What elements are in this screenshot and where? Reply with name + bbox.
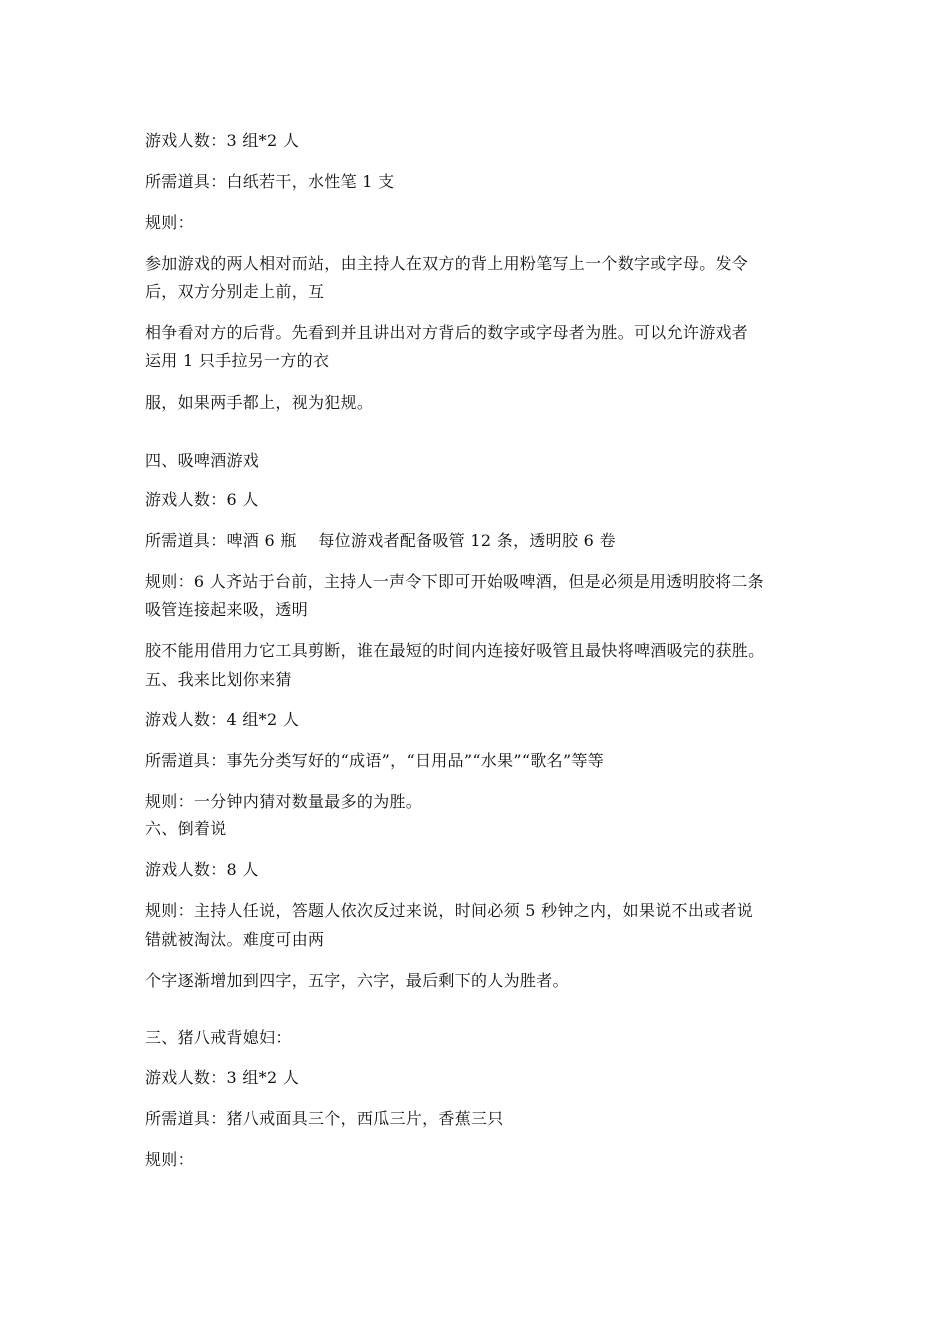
text-line: 运用 1 只手拉另一方的衣 [145,351,330,370]
section-heading: 五、我来比划你来猜 [145,670,292,689]
text-line: 所需道具：白纸若干，水性笔 1 支 [145,172,395,191]
section-heading: 六、倒着说 [145,819,227,838]
text-line: 规则：主持人任说，答题人依次反过来说，时间必须 5 秒钟之内，如果说不出或者说 [145,901,754,920]
text-line: 游戏人数：4 组*2 人 [145,710,300,729]
text-line: 游戏人数：3 组*2 人 [145,131,300,150]
text-line: 相争看对方的后背。先看到并且讲出对方背后的数字或字母者为胜。可以允许游戏者 [145,323,749,342]
text-line: 参加游戏的两人相对而站，由主持人在双方的背上用粉笔写上一个数字或字母。发令 [145,254,749,273]
text-line: 错就被淘汰。难度可由两 [145,930,325,949]
text-line: 游戏人数：3 组*2 人 [145,1068,300,1087]
text-line: 所需道具：啤酒 6 瓶 每位游戏者配备吸管 12 条，透明胶 6 卷 [145,531,616,550]
text-line: 所需道具：猪八戒面具三个，西瓜三片，香蕉三只 [145,1109,504,1128]
text-line: 游戏人数：8 人 [145,860,259,879]
text-line: 规则： [145,213,194,232]
text-line: 吸管连接起来吸，透明 [145,600,309,619]
text-line: 游戏人数：6 人 [145,490,259,509]
text-line: 个字逐渐增加到四字，五字，六字，最后剩下的人为胜者。 [145,971,569,990]
text-line: 所需道具：事先分类写好的“成语”，“日用品”“水果”“歌名”等等 [145,751,605,770]
section-heading: 四、吸啤酒游戏 [145,451,260,470]
text-line: 规则：6 人齐站于台前，主持人一声令下即可开始吸啤酒，但是必须是用透明胶将二条 [145,572,764,591]
text-line: 规则：一分钟内猜对数量最多的为胜。 [145,792,423,811]
text-line: 后，双方分别走上前，互 [145,282,325,301]
text-line: 胶不能用借用力它工具剪断，谁在最短的时间内连接好吸管且最快将啤酒吸完的获胜。 [145,641,765,660]
text-line: 规则： [145,1150,194,1169]
section-heading: 三、猪八戒背媳妇： [145,1028,292,1047]
text-line: 服，如果两手都上，视为犯规。 [145,393,374,412]
